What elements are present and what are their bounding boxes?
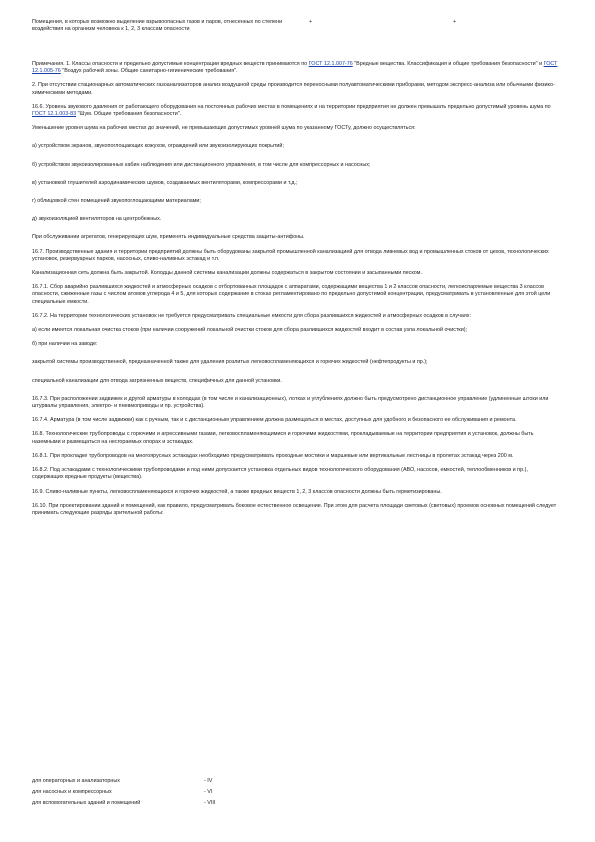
table-row <box>32 778 332 789</box>
paragraph-antiphons: При обслуживании агрегатов, генерирующих шум, применять индивидуальные средства защиты-антифоны. <box>32 234 305 241</box>
list-item-a: а) устройством экранов, звукопоглощающих кожухов, ограждений или звукоизолирующих покрытий; <box>32 143 284 150</box>
link-gost-12-1-007-76[interactable]: ГОСТ 12.1.007-76 <box>308 61 353 67</box>
paragraph-16-7-4: 16.7.4. Арматура (в том числе задвижки) как с ручным, так и с дистанционным управлением должна размещаться в местах, доступных для удобного и безопасного ее обслуживания и ремонта. <box>32 417 517 424</box>
list-item-b: б) устройством звукоизолированных кабин наблюдения или дистанционного управления, в том числе для компрессорных и насосных; <box>32 161 371 168</box>
paragraph-16-10: 16.10. При проектировании зданий и помещений, как правило, предусматривать боковое естественное освещение. При этом для расчета площади световых (световых) проемов основных помещений следует принимать следующие разряды зрительной работы: <box>32 502 557 516</box>
table-row <box>32 800 332 811</box>
text-span: Примечания. 1. Классы опасности и предельно допустимые концентрации вредных веществ принимаются по <box>32 61 309 67</box>
table-cell-room-type: для операторных и анализаторных <box>32 778 120 784</box>
paragraph-special-sewer: специальной канализации для отвода загрязненных веществ, специфичных для данной установки. <box>32 377 282 384</box>
table-cell-grade: - VI <box>204 789 213 795</box>
table-cell-room-type: для вспомогательных зданий и помещений <box>32 800 141 806</box>
text-span: "Шум. Общие требования безопасности". <box>76 111 182 118</box>
paragraph-16-7-3: 16.7.3. При расположении задвижек и другой арматуры в колодцах (в том числе и канализационных), лотках и углублениях должно быть предусмотрено дистанционное управление (удлиненные штоки или штурвалы управления, электро- и пневмоприводы и пр. устройства). <box>32 395 549 410</box>
link-gost-12-1-003-83[interactable]: ГОСТ 12.1.003-83 <box>32 111 77 118</box>
paragraph-16-7-1: 16.7.1. Сбор аварийно разлившихся жидкостей и атмосферных осадков с отбортованных площадок с аппаратами, содержащими вещества 1 и 2 классов опасности, легкоиспаряемые вещества 3 классов опасности, сжиженные газы с числом атомов углерода 4 и 5, для которых содержание в стоках регламентировано по предельно допустимой концентрации, предусматривать в установленные для этой цели специальные емкости. <box>32 284 551 305</box>
table-row <box>32 789 332 800</box>
table-cell-grade: - IV <box>204 778 213 784</box>
table-cell-plus-2: + <box>453 19 457 25</box>
paragraph-noise-reduction: Уменьшение уровня шума на рабочих местах до значений, не превышающих допустимых уровней шума по указанному ГОСТу, должно осуществляться: <box>32 125 416 132</box>
paragraph-16-9: 16.9. Сливо-наливные пункты, легковоспламеняющихся и горючих жидкостей, а также вредных веществ 1, 2, 3 классов опасности должны быть герметизированы. <box>32 488 442 495</box>
paragraph-sewer-closed: Канализационная сеть должна быть закрытой. Колодцы данной системы канализации должны содержаться в закрытом состоянии и засыпанными песком. <box>32 270 422 277</box>
paragraph-16-8: 16.8. Технологические трубопроводы с горючими и агрессивными газами, легковоспламеняющимися и горючими жидкостями, прокладываемые на территории предприятия и установок, должны быть наземными и размещаться на несгораемых опорах и эстакадах. <box>32 431 534 445</box>
text-span: "Вредные вещества. Классификация и общие требования безопасности" и <box>352 61 544 67</box>
paragraph-16-6 <box>32 104 560 118</box>
list-item-d: д) звукоизоляцией вентиляторов на центробежных. <box>32 216 162 223</box>
list-item-local-cleaning: а) если имеется локальная очистка стоков (при наличии сооружений локальной очистки стоков для сбора разлившихся жидкостей входит в состав узла локальной очистки); <box>32 327 468 334</box>
paragraph-16-7: 16.7. Производственные здания и территории предприятий должны быть оборудованы закрытой промышленной канализацией для отвода ливневых вод и промышленных стоков от цехов, технологических установок, резервуарных парков, насосных, сливо-наливных эстакад и т.п. <box>32 248 549 262</box>
table-row-top <box>32 19 572 47</box>
list-item-at-plant: б) при наличии на заводе: <box>32 341 98 348</box>
link-gost-12-1-005-76[interactable]: ГОСТ 12.1.005-76 <box>32 61 558 75</box>
table-cell-grade: - VIII <box>204 800 216 806</box>
table-cell-plus-1: + <box>309 19 313 25</box>
paragraph-16-8-1: 16.8.1. При прокладке трубопроводов на многоярусных эстакадах необходимо предусматривать проходные мостики и маршевые или вертикальные лестницы в пролетах эстакад через 200 м. <box>32 452 514 459</box>
text-span: 16.6. Уровень звукового давления от работающего оборудования на постоянных рабочих местах в помещениях и на территории предприятия не должен превышать предельно допустимый уровень шума по <box>32 103 551 110</box>
document-body <box>32 61 560 517</box>
list-item-g: г) облицовкой стен помещений звукопоглощающими материалами; <box>32 198 201 205</box>
paragraph-16-8-2: 16.8.2. Под эстакадами с технологическими трубопроводами и под ними допускается установка отдельных видов технологического оборудования (АВО, насосов, емкостей, теплообменников и пр.), содержащих вредные продукты (вещества). <box>32 467 528 481</box>
paragraph-closed-system: закрытой системы производственной, предназначенной также для удаления розлитых легковоспламеняющихся и горючих жидкостей (нефтепродукты и пр.); <box>32 359 428 366</box>
paragraph-16-7-2: 16.7.2. На территории технологических установок не требуется предусматривать специальные емкости для сбора разлившихся жидкостей и атмосферных осадков в случаях: <box>32 312 471 319</box>
text-span: "Воздух рабочей зоны. Общие санитарно-гигиенические требования". <box>60 68 238 75</box>
paragraph-notes-2: 2. При отсутствии стационарных автоматических газоанализаторов анализ воздушной среды производится переносными полуавтоматическими приборами, методом экспресс-анализа или обычными физико-химическими методами. <box>32 82 555 96</box>
visual-work-grade-table <box>32 778 332 811</box>
list-item-v: в) установкой глушителей аэродинамических шумов, создаваемых вентиляторами, компрессорами и т.д.; <box>32 179 298 186</box>
table-cell-room-description: Помещения, в которых возможно выделение взрывоопасных газов и паров, отнесенных по степени воздействия на организм человека к 1, 2, 3 классам опасности <box>32 19 283 33</box>
paragraph-notes-1 <box>32 61 560 75</box>
table-cell-room-type: для насосных и компрессорных <box>32 789 112 795</box>
